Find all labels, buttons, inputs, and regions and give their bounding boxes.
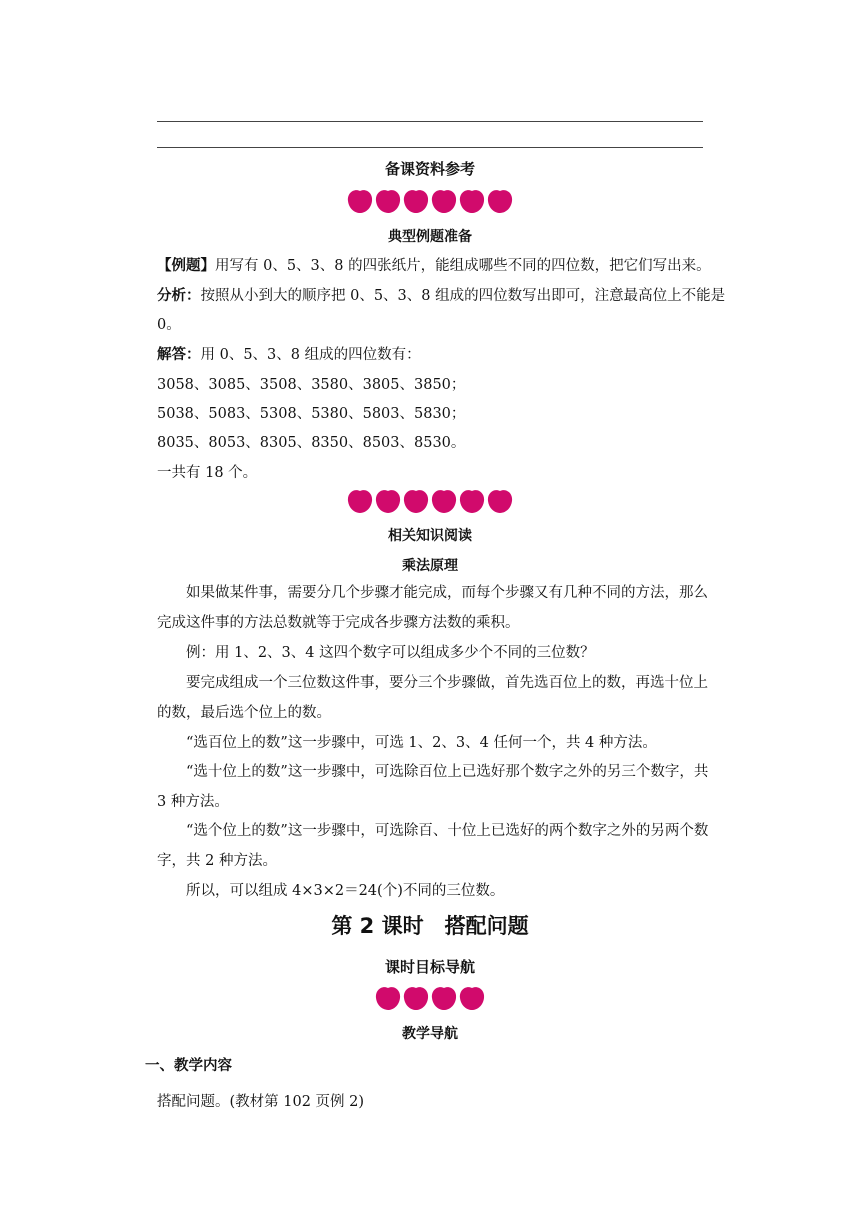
paragraph: 如果做某件事，需要分几个步骤才能完成，而每个步骤又有几种不同的方法，那么完成这件事的方法总数就等于完成各步骤方法数的乘积。 [157,585,708,631]
section-title: 课时目标导航 [384,958,475,976]
analysis-label: 分析： [157,288,201,304]
answer-text: 用 0、5、3、8 组成的四位数有： [200,347,421,363]
dot-icon [459,985,485,1011]
dot-icon [431,985,457,1011]
dot-icon [375,188,401,214]
answer-row: 5038、5083、5308、5380、5803、5830； [157,406,466,422]
section-title: 相关知识阅读 [388,528,472,544]
dot-icon [375,488,401,514]
dot-icon [487,488,513,514]
answer-row: 8035、8053、8305、8350、8503、8530。 [157,435,466,451]
section-subtitle: 教学导航 [402,1026,458,1042]
item-heading: 一、教学内容 [145,1058,232,1074]
dot-icon [375,985,401,1011]
dot-icon [403,985,429,1011]
paragraph: “选十位上的数”这一步骤中，可选除百位上已选好那个数字之外的另三个数字，共 3 种方法。 [157,764,709,810]
answer-total: 一共有 18 个。 [157,465,258,481]
dot-icon [403,188,429,214]
dot-icon [347,488,373,514]
section-title: 备课资料参考 [384,160,475,178]
answer-paragraph [157,345,717,365]
analysis-paragraph [157,286,726,306]
dot-icon [431,188,457,214]
example-text: 用写有 0、5、3、8 的四张纸片，能组成哪些不同的四位数，把它们写出来。 [215,258,711,274]
dot-icon [431,488,457,514]
header-rule [157,121,703,122]
paragraph: “选个位上的数”这一步骤中，可选除百、十位上已选好的两个数字之外的另两个数字，共 2 种方法。 [157,823,709,869]
paragraph: 所以，可以组成 4×3×2＝24(个)不同的三位数。 [186,883,505,899]
example-paragraph [157,256,717,276]
dot-icon [459,488,485,514]
analysis-text-cont: 0。 [157,317,181,333]
dot-icon [487,188,513,214]
decorative-dots [0,188,860,214]
dot-icon [459,188,485,214]
decorative-dots [0,488,860,514]
lesson-title: 第 2 课时 搭配问题 [331,914,529,938]
dot-icon [403,488,429,514]
section-subtitle: 乘法原理 [402,558,458,574]
example-label: 【例题】 [157,258,215,274]
paragraph: 例：用 1、2、3、4 这四个数字可以组成多少个不同的三位数？ [186,645,595,661]
header-rule [157,147,703,148]
answer-label: 解答： [157,347,201,363]
item-text: 搭配问题。(教材第 102 页例 2) [157,1094,365,1110]
section-subtitle: 典型例题准备 [388,229,472,245]
analysis-text: 按照从小到大的顺序把 0、5、3、8 组成的四位数写出即可，注意最高位上不能是 [200,288,726,304]
dot-icon [347,188,373,214]
paragraph: “选百位上的数”这一步骤中，可选 1、2、3、4 任何一个，共 4 种方法。 [186,735,657,751]
decorative-dots [0,985,860,1011]
paragraph: 要完成组成一个三位数这件事，要分三个步骤做，首先选百位上的数，再选十位上的数，最后选个位上的数。 [157,675,708,721]
answer-row: 3058、3085、3508、3580、3805、3850； [157,377,466,393]
